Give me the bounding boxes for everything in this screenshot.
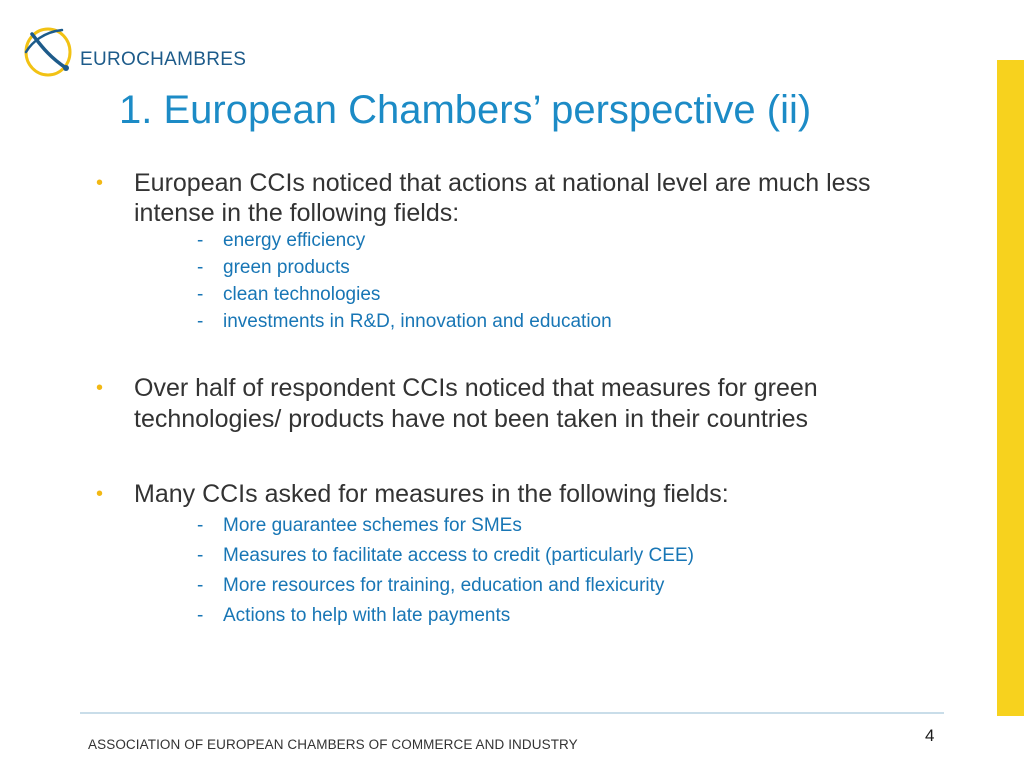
bullet-item	[96, 373, 936, 435]
dash-icon: -	[197, 257, 204, 278]
eurochambres-logo-icon	[22, 22, 82, 80]
sub-item-text: green products	[223, 257, 350, 278]
bullet-item	[96, 168, 936, 228]
dash-icon: -	[197, 545, 204, 566]
eurochambres-logo	[22, 22, 252, 80]
bullet-text: Many CCIs asked for measures in the following fields:	[134, 480, 729, 508]
logo-text: EUROCHAMBRES	[80, 49, 247, 70]
sub-item-text: investments in R&D, innovation and education	[223, 311, 612, 332]
accent-bar	[997, 60, 1024, 716]
footer-text: ASSOCIATION OF EUROPEAN CHAMBERS OF COMMERCE AND INDUSTRY	[88, 737, 578, 752]
sub-item	[197, 256, 350, 280]
footer-divider	[80, 712, 944, 714]
sub-item	[197, 283, 380, 307]
sub-item	[197, 514, 522, 538]
bullet-item	[96, 479, 936, 509]
bullet-icon: •	[96, 172, 104, 194]
sub-item	[197, 604, 510, 628]
bullet-text: Over half of respondent CCIs noticed that measures for green technologies/ products have not been taken in their countries	[134, 374, 818, 433]
sub-item-text: More guarantee schemes for SMEs	[223, 515, 522, 536]
dash-icon: -	[197, 311, 204, 332]
dash-icon: -	[197, 575, 204, 596]
bullet-icon: •	[96, 483, 104, 505]
sub-item-text: Actions to help with late payments	[223, 605, 511, 626]
bullet-icon: •	[96, 377, 104, 399]
sub-item	[197, 574, 664, 598]
bullet-text: European CCIs noticed that actions at national level are much less intense in the following fields:	[134, 169, 871, 227]
sub-item-text: Measures to facilitate access to credit (particularly CEE)	[223, 545, 694, 566]
slide-title: 1. European Chambers’ perspective (ii)	[119, 88, 812, 132]
sub-item	[197, 310, 612, 334]
dash-icon: -	[197, 230, 204, 251]
sub-item	[197, 544, 694, 568]
dash-icon: -	[197, 605, 204, 626]
page-number: 4	[925, 726, 935, 745]
dash-icon: -	[197, 284, 204, 305]
dash-icon: -	[197, 515, 204, 536]
sub-item-text: clean technologies	[223, 284, 381, 305]
sub-item-text: More resources for training, education and flexicurity	[223, 575, 665, 596]
sub-item-text: energy efficiency	[223, 230, 366, 251]
sub-item	[197, 229, 365, 253]
